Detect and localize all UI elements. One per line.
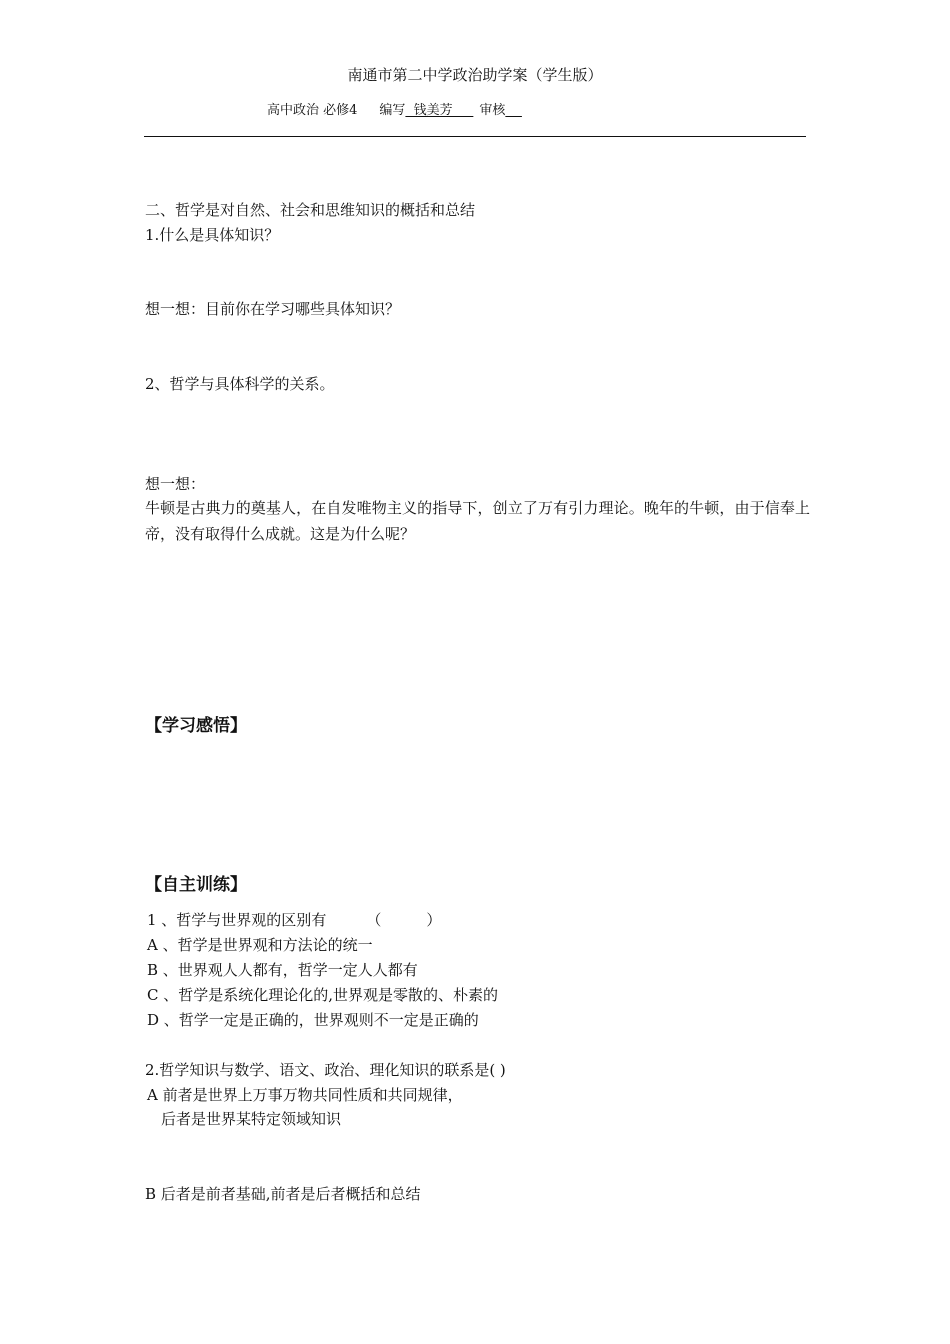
editor-name: 钱美芳 bbox=[405, 103, 474, 118]
learning-reflection-heading: 【学习感悟】 bbox=[145, 716, 247, 736]
question-2: 2、哲学与具体科学的关系。 bbox=[145, 375, 335, 393]
think-prompt-2-label: 想一想： bbox=[145, 475, 206, 493]
exercise-2-option-a-line2: 后者是世界某特定领域知识 bbox=[161, 1110, 342, 1128]
document-meta-line bbox=[267, 102, 522, 120]
document-title: 南通市第二中学政治助学案（学生版） bbox=[347, 66, 603, 84]
think-prompt-1: 想一想：目前你在学习哪些具体知识？ bbox=[145, 300, 401, 318]
exercise-2-stem: 2.哲学知识与数学、语文、政治、理化知识的联系是( ) bbox=[145, 1061, 506, 1079]
exercise-1-option-d: D 、哲学一定是正确的，世界观则不一定是正确的 bbox=[147, 1011, 479, 1029]
exercise-2-option-a-line1: A 前者是世界上万事万物共同性质和共同规律， bbox=[147, 1086, 463, 1104]
exercise-2-option-b: B 后者是前者基础,前者是后者概括和总结 bbox=[145, 1185, 421, 1203]
self-training-heading: 【自主训练】 bbox=[145, 875, 247, 895]
exercise-1-answer-paren: （ ） bbox=[366, 911, 442, 929]
exercise-1-stem bbox=[147, 909, 441, 931]
exercise-1-option-a: A 、哲学是世界观和方法论的统一 bbox=[147, 936, 373, 954]
course-label: 高中政治 必修4 bbox=[267, 103, 358, 118]
exercise-1-option-c: C 、哲学是系统化理论化的,世界观是零散的、朴素的 bbox=[147, 986, 499, 1004]
section2-heading: 二、哲学是对自然、社会和思维知识的概括和总结 bbox=[145, 201, 476, 219]
exercise-1-stem-text: 1 、哲学与世界观的区别有 bbox=[147, 911, 327, 929]
reviewer-blank bbox=[505, 103, 522, 118]
question-1: 1.什么是具体知识？ bbox=[145, 226, 280, 244]
header-divider bbox=[144, 136, 806, 137]
reviewer-label: 审核 bbox=[479, 103, 506, 118]
editor-label: 编写 bbox=[379, 103, 406, 118]
exercise-1-option-b: B 、世界观人人都有，哲学一定人人都有 bbox=[147, 961, 418, 979]
newton-paragraph: 牛顿是古典力的奠基人，在自发唯物主义的指导下，创立了万有引力理论。晚年的牛顿，由于信奉上帝，没有取得什么成就。这是为什么呢？ bbox=[145, 499, 810, 543]
